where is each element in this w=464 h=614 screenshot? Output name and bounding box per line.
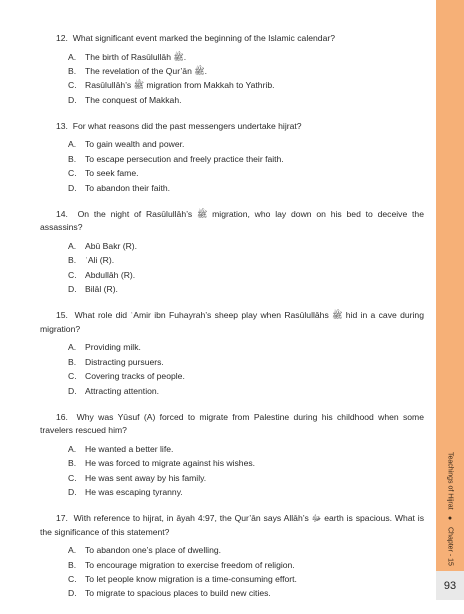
question-14: [40, 208, 424, 297]
option-c: C. Abdullāh (R).: [68, 269, 136, 280]
option-d: D. To migrate to spacious places to build new cities.: [68, 588, 271, 599]
option-a: A. Providing milk.: [68, 342, 141, 353]
option-c: C. Rasūlullāh’s ﷺ migration from Makkah to Yathrib.: [68, 80, 275, 91]
option-b: B. To escape persecution and freely practice their faith.: [68, 153, 284, 164]
options-list: [40, 138, 424, 195]
question-body: With reference to hijrat, in āyah 4:97, the Qur’ān says Allāh’s ﷻ earth is spacious. What is the significance of this statement?: [40, 513, 424, 537]
option-d: D. To abandon their faith.: [68, 182, 171, 193]
options-list: [40, 51, 424, 108]
bullet-icon: ●: [446, 514, 454, 522]
option-b: B. Distracting pursuers.: [68, 356, 164, 367]
question-15: [40, 309, 424, 398]
chapter-label: Chapter - 15: [446, 526, 454, 566]
question-body: On the night of Rasūlullāh’s ﷺ migration, who lay down on his bed to deceive the assassins?: [40, 208, 424, 233]
option-d: D. Bilāl (R).: [68, 284, 118, 295]
question-text: [40, 208, 424, 235]
option-c: C. To seek fame.: [68, 168, 139, 179]
question-12: [40, 32, 424, 107]
question-number: 12.: [56, 33, 68, 43]
chapter-title: Teachings of Hijrat: [446, 452, 454, 510]
page-number: 93: [443, 579, 457, 592]
option-a: A. The birth of Rasūlullāh ﷺ.: [68, 51, 187, 62]
page-number-box: [436, 571, 464, 600]
question-text: [40, 309, 424, 336]
option-b: B. To encourage migration to exercise freedom of religion.: [68, 559, 295, 570]
question-text: [40, 411, 424, 438]
question-list: [40, 32, 424, 614]
option-a: A. He wanted a better life.: [68, 443, 174, 454]
options-list: [40, 544, 424, 601]
question-16: [40, 411, 424, 500]
option-b: B. The revelation of the Qur’ān ﷺ.: [68, 65, 208, 76]
question-body: What significant event marked the beginning of the Islamic calendar?: [72, 33, 335, 43]
options-list: [40, 240, 424, 297]
question-text: [40, 32, 424, 46]
question-17: [40, 512, 424, 601]
option-a: A. To gain wealth and power.: [68, 139, 185, 150]
question-number: 14.: [56, 208, 68, 219]
option-b: B. ʿAli (R).: [68, 255, 115, 266]
option-d: D. Attracting attention.: [68, 385, 160, 396]
options-list: [40, 443, 424, 500]
option-c: C. He was sent away by his family.: [68, 472, 207, 483]
chapter-caption: [437, 452, 463, 572]
option-b: B. He was forced to migrate against his wishes.: [68, 458, 256, 469]
question-number: 17.: [56, 513, 68, 524]
question-text: [40, 512, 424, 539]
question-body: What role did ʿAmir ibn Fuhayrah’s sheep play when Rasūlullāhs ﷺ hid in a cave during migration?: [40, 310, 424, 334]
question-number: 16.: [56, 411, 68, 422]
question-body: Why was Yūsuf (A) forced to migrate from Palestine during his childhood when some travelers rescued him?: [40, 411, 424, 436]
option-a: A. Abū Bakr (R).: [68, 240, 138, 251]
option-d: D. He was escaping tyranny.: [68, 486, 183, 497]
option-c: C. To let people know migration is a time-consuming effort.: [68, 574, 297, 585]
option-a: A. To abandon one’s place of dwelling.: [68, 545, 222, 556]
options-list: [40, 341, 424, 398]
option-c: C. Covering tracks of people.: [68, 371, 185, 382]
question-text: [40, 120, 424, 134]
question-number: 15.: [56, 310, 68, 321]
option-d: D. The conquest of Makkah.: [68, 94, 182, 105]
question-13: [40, 120, 424, 195]
question-body: For what reasons did the past messengers undertake hijrat?: [72, 120, 302, 131]
question-number: 13.: [56, 120, 68, 131]
